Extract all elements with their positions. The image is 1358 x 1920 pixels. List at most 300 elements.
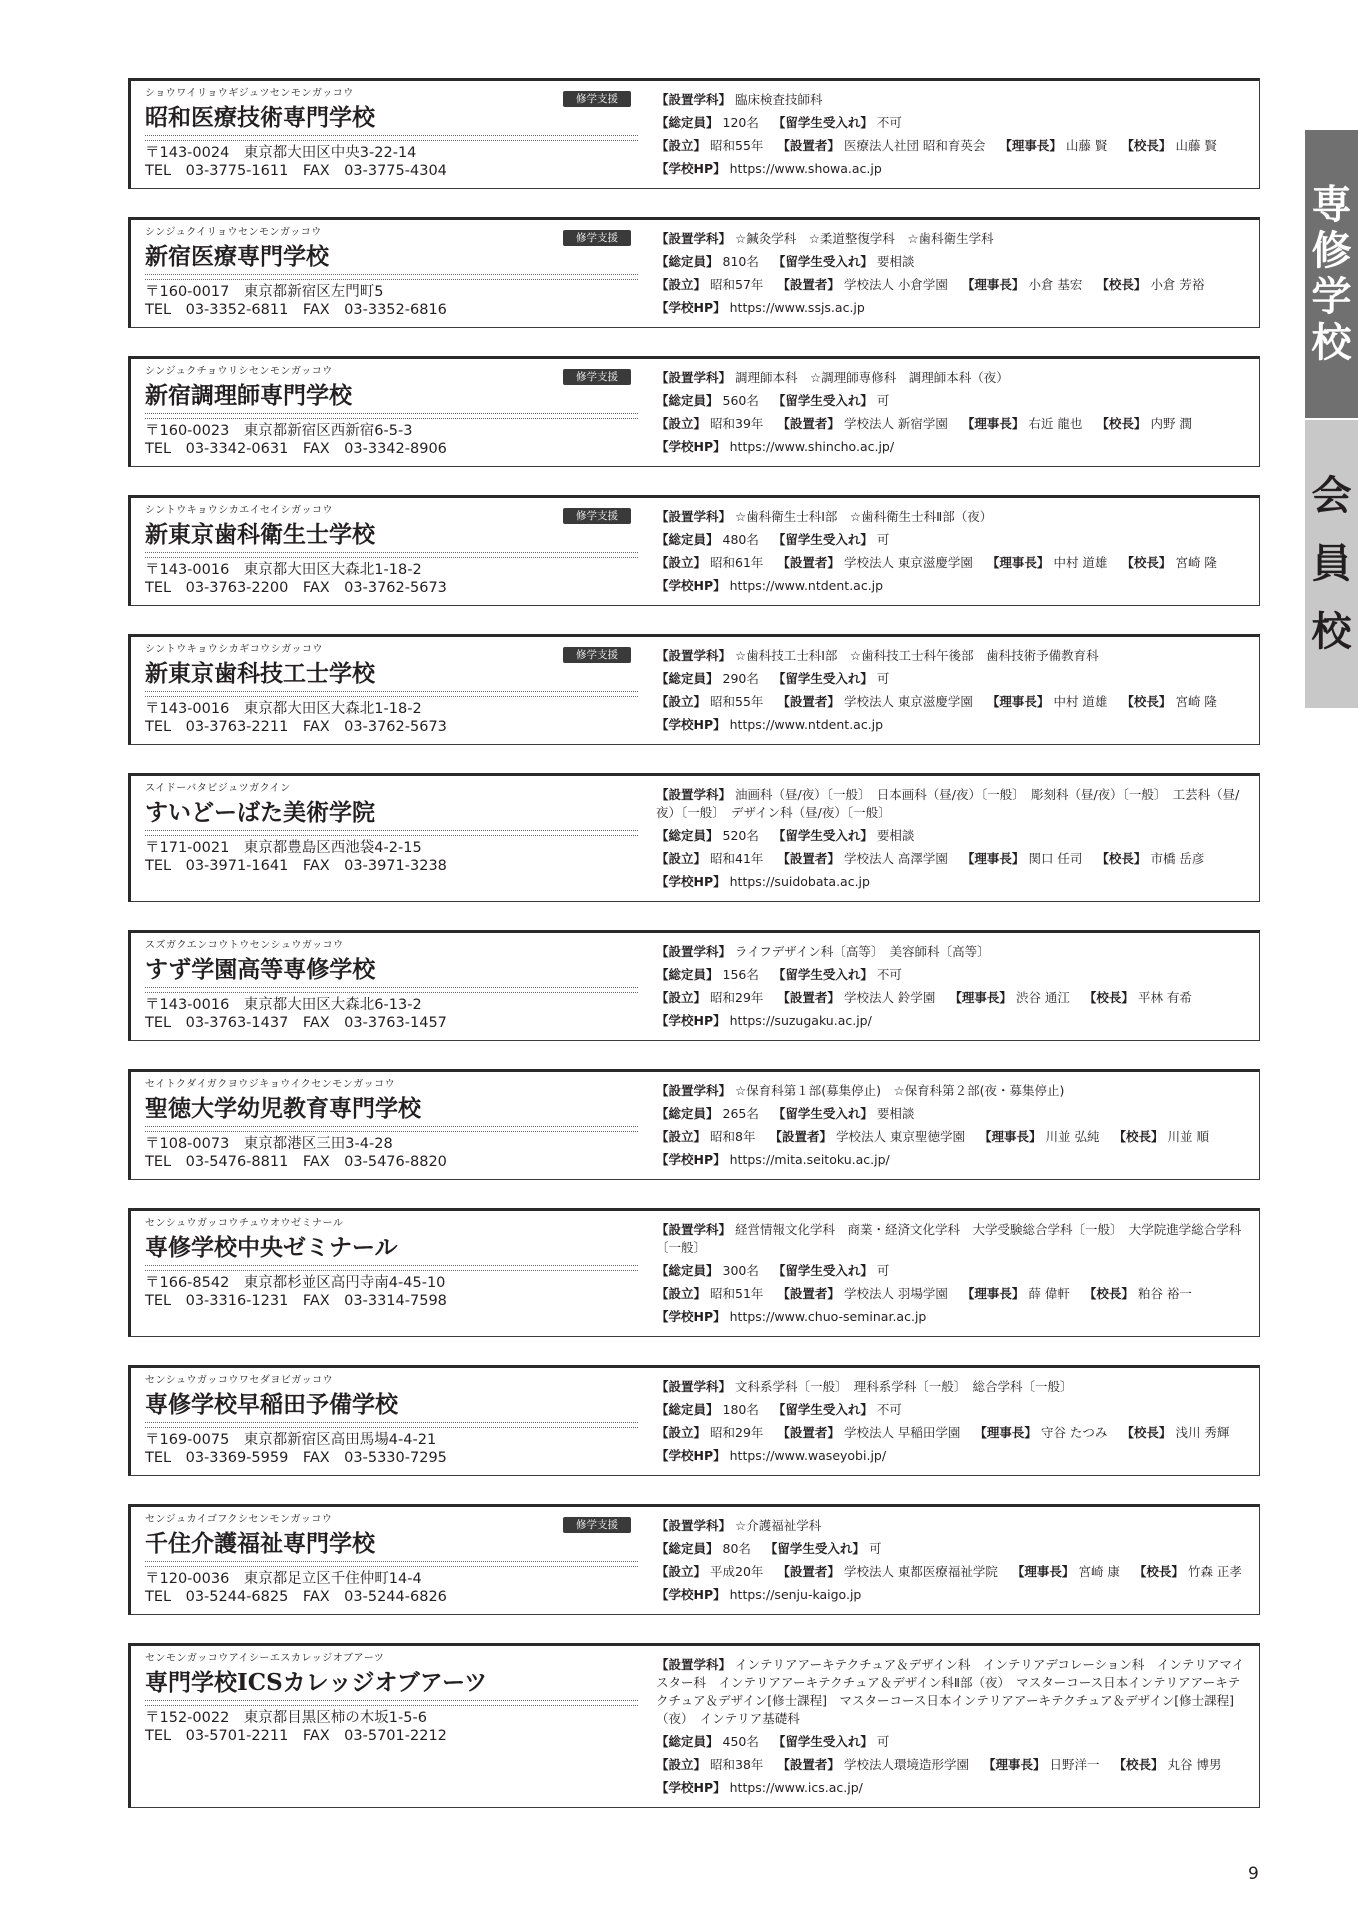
- intl-students-label: 【留学生受入れ】: [772, 1106, 873, 1121]
- intl-students-value: 可: [876, 1263, 890, 1278]
- departments-row: [656, 644, 1249, 667]
- school-details: [646, 1646, 1259, 1807]
- capacity-row: [656, 667, 1249, 690]
- homepage-link[interactable]: https://www.shincho.ac.jp/: [729, 439, 895, 454]
- departments-row: [656, 1514, 1249, 1537]
- school-details: [646, 220, 1259, 327]
- intl-students-value: 可: [868, 1541, 882, 1556]
- capacity-label: 【総定員】: [656, 671, 719, 686]
- dotted-divider: [145, 1126, 638, 1132]
- dotted-divider: [145, 552, 638, 558]
- intl-students-value: 要相談: [876, 828, 915, 843]
- school-name: 専修学校早稲田予備学校: [145, 1391, 398, 1418]
- founded-value: 昭和51年: [710, 1286, 764, 1301]
- school-header: [131, 776, 646, 901]
- capacity-label: 【総定員】: [656, 393, 719, 408]
- school-details: [646, 81, 1259, 188]
- school-header: [131, 498, 646, 605]
- chair-label: 【理事長】: [961, 277, 1025, 292]
- school-card: [128, 1208, 1260, 1337]
- principal-value: 粕谷 裕一: [1137, 1286, 1192, 1301]
- school-header: [131, 933, 646, 1040]
- side-tab-char: 会: [1311, 473, 1352, 519]
- school-name: 聖徳大学幼児教育専門学校: [145, 1095, 421, 1122]
- school-details: [646, 498, 1259, 605]
- school-address: 〒143-0024 東京都大田区中央3-22-14: [145, 145, 417, 161]
- homepage-row: [656, 1305, 1249, 1328]
- school-name-kana: シントウキョウシカギコウシガッコウ: [145, 644, 324, 655]
- capacity-row: [656, 1730, 1249, 1753]
- homepage-row: [656, 435, 1249, 458]
- founder-value: 学校法人環境造形学園: [843, 1757, 969, 1772]
- school-address: 〒143-0016 東京都大田区大森北1-18-2: [145, 562, 422, 578]
- school-tel-fax: TEL 03-3971-1641 FAX 03-3971-3238: [145, 858, 447, 874]
- school-tel-fax: TEL 03-3316-1231 FAX 03-3314-7598: [145, 1293, 447, 1309]
- capacity-value: 290名: [722, 671, 759, 686]
- homepage-link[interactable]: https://www.showa.ac.jp: [729, 161, 882, 176]
- homepage-row: [656, 157, 1249, 180]
- principal-label: 【校長】: [1096, 277, 1147, 292]
- founding-row: [656, 1282, 1249, 1305]
- intl-students-label: 【留学生受入れ】: [772, 828, 873, 843]
- founder-label: 【設置者】: [777, 1286, 840, 1301]
- homepage-link[interactable]: https://www.ics.ac.jp/: [729, 1780, 863, 1795]
- intl-students-label: 【留学生受入れ】: [772, 967, 873, 982]
- founding-row: [656, 1125, 1249, 1148]
- school-details: [646, 359, 1259, 466]
- capacity-row: [656, 389, 1249, 412]
- school-name: 千住介護福祉専門学校: [145, 1530, 375, 1557]
- founding-row: [656, 690, 1249, 713]
- school-name: 新宿医療専門学校: [145, 243, 329, 270]
- capacity-row: [656, 824, 1249, 847]
- departments-label: 【設置学科】: [656, 231, 732, 246]
- homepage-row: [656, 574, 1249, 597]
- school-header: [131, 1072, 646, 1179]
- intl-students-value: 可: [876, 671, 890, 686]
- capacity-row: [656, 1259, 1249, 1282]
- intl-students-label: 【留学生受入れ】: [772, 1402, 873, 1417]
- capacity-value: 810名: [722, 254, 759, 269]
- principal-label: 【校長】: [1121, 555, 1172, 570]
- founder-value: 学校法人 高澤学園: [843, 851, 948, 866]
- founder-value: 学校法人 羽場学園: [843, 1286, 948, 1301]
- chair-label: 【理事長】: [961, 851, 1025, 866]
- homepage-link[interactable]: https://mita.seitoku.ac.jp/: [729, 1152, 890, 1167]
- chair-value: 日野洋一: [1049, 1757, 1100, 1772]
- school-details: [646, 933, 1259, 1040]
- school-name-kana: シンジュクイリョウセンモンガッコウ: [145, 227, 322, 238]
- founded-value: 昭和57年: [710, 277, 764, 292]
- intl-students-value: 不可: [876, 115, 902, 130]
- founded-label: 【設立】: [656, 851, 707, 866]
- chair-value: 小倉 基宏: [1028, 277, 1083, 292]
- capacity-value: 156名: [722, 967, 759, 982]
- intl-students-label: 【留学生受入れ】: [772, 1734, 873, 1749]
- school-name-kana: シントウキョウシカエイセイシガッコウ: [145, 505, 333, 516]
- school-name: 新東京歯科技工士学校: [145, 660, 375, 687]
- side-tab-char: 校: [1311, 320, 1352, 366]
- homepage-link[interactable]: https://www.ntdent.ac.jp: [729, 578, 884, 593]
- founding-row: [656, 551, 1249, 574]
- dotted-divider: [145, 1422, 638, 1428]
- founded-value: 平成20年: [710, 1564, 764, 1579]
- school-name-kana: スイドーバタビジュツガクイン: [145, 783, 291, 794]
- capacity-row: [656, 111, 1249, 134]
- homepage-link[interactable]: https://suidobata.ac.jp: [729, 874, 870, 889]
- chair-label: 【理事長】: [978, 1129, 1042, 1144]
- support-badge: 修学支援: [563, 508, 631, 524]
- page-number: 9: [1248, 1864, 1259, 1884]
- founded-label: 【設立】: [656, 555, 707, 570]
- intl-students-value: 要相談: [876, 1106, 915, 1121]
- chair-label: 【理事長】: [982, 1757, 1046, 1772]
- chair-label: 【理事長】: [974, 1425, 1037, 1440]
- founder-label: 【設置者】: [777, 1757, 840, 1772]
- founded-value: 昭和39年: [710, 416, 764, 431]
- school-card: [128, 356, 1260, 467]
- intl-students-value: 不可: [876, 1402, 902, 1417]
- departments-row: [656, 366, 1249, 389]
- departments-value: インテリアアーキテクチュア＆デザイン科 インテリアデコレーション科 インテリアマイスター科 インテリアアーキテクチュア＆デザイン科Ⅱ部（夜） マスターコース日本インテリアアーキテクチュア＆デザイン[修士課程] マスターコース日本インテリアアーキテクチュア＆デザイン[修士課程]（夜） インテリア基礎科: [656, 1657, 1245, 1726]
- school-card: [128, 773, 1260, 902]
- founder-value: 学校法人 新宿学園: [843, 416, 948, 431]
- capacity-label: 【総定員】: [656, 254, 719, 269]
- founded-label: 【設立】: [656, 416, 707, 431]
- departments-row: [656, 227, 1249, 250]
- principal-value: 川並 順: [1167, 1129, 1209, 1144]
- founded-label: 【設立】: [656, 277, 707, 292]
- support-badge: 修学支援: [563, 230, 631, 246]
- school-name-kana: センシュウガッコウチュウオウゼミナール: [145, 1218, 344, 1229]
- homepage-label: 【学校HP】: [656, 578, 726, 593]
- intl-students-label: 【留学生受入れ】: [764, 1541, 865, 1556]
- homepage-row: [656, 870, 1249, 893]
- principal-label: 【校長】: [1096, 851, 1147, 866]
- chair-value: 中村 道雄: [1053, 555, 1108, 570]
- departments-label: 【設置学科】: [656, 370, 732, 385]
- chair-value: 関口 任司: [1028, 851, 1083, 866]
- dotted-divider: [145, 987, 638, 993]
- chair-value: 中村 道雄: [1053, 694, 1108, 709]
- principal-value: 内野 潤: [1150, 416, 1192, 431]
- dotted-divider: [145, 691, 638, 697]
- founder-value: 学校法人 東京聖徳学園: [835, 1129, 965, 1144]
- school-tel-fax: TEL 03-3352-6811 FAX 03-3352-6816: [145, 302, 447, 318]
- intl-students-value: 不可: [876, 967, 902, 982]
- principal-label: 【校長】: [1133, 1564, 1184, 1579]
- founder-label: 【設置者】: [777, 1425, 840, 1440]
- founding-row: [656, 273, 1249, 296]
- capacity-row: [656, 1537, 1249, 1560]
- school-details: [646, 776, 1259, 901]
- dotted-divider: [145, 135, 638, 141]
- capacity-value: 450名: [722, 1734, 759, 1749]
- founding-row: [656, 1421, 1249, 1444]
- homepage-link[interactable]: https://suzugaku.ac.jp/: [729, 1013, 872, 1028]
- principal-label: 【校長】: [1083, 990, 1134, 1005]
- principal-value: 丸谷 博男: [1167, 1757, 1222, 1772]
- dotted-divider: [145, 413, 638, 419]
- school-address: 〒169-0075 東京都新宿区高田馬場4-4-21: [145, 1432, 437, 1448]
- school-name: 専門学校ICSカレッジオブアーツ: [145, 1669, 488, 1696]
- founded-label: 【設立】: [656, 138, 707, 153]
- dotted-divider: [145, 830, 638, 836]
- principal-value: 山藤 賢: [1175, 138, 1217, 153]
- dotted-divider: [145, 1265, 638, 1271]
- side-tab-senshu-gakko[interactable]: [1305, 130, 1358, 418]
- founded-value: 昭和8年: [710, 1129, 756, 1144]
- school-tel-fax: TEL 03-3342-0631 FAX 03-3342-8906: [145, 441, 447, 457]
- chair-label: 【理事長】: [986, 694, 1050, 709]
- capacity-label: 【総定員】: [656, 115, 719, 130]
- side-tab-char: 修: [1311, 228, 1352, 274]
- school-tel-fax: TEL 03-3763-2211 FAX 03-3762-5673: [145, 719, 447, 735]
- founder-label: 【設置者】: [777, 416, 840, 431]
- founding-row: [656, 134, 1249, 157]
- departments-value: 経営情報文化学科 商業・経済文化学科 大学受験総合学科〔一般〕 大学院進学総合学科〔一般〕: [656, 1222, 1242, 1255]
- homepage-label: 【学校HP】: [656, 161, 726, 176]
- departments-label: 【設置学科】: [656, 509, 732, 524]
- side-tab-kaiin-ko[interactable]: [1305, 420, 1358, 708]
- homepage-link[interactable]: https://www.chuo-seminar.ac.jp: [729, 1309, 927, 1324]
- capacity-label: 【総定員】: [656, 828, 719, 843]
- capacity-label: 【総定員】: [656, 967, 719, 982]
- departments-row: [656, 1656, 1249, 1728]
- side-tab-char: 専: [1311, 182, 1352, 228]
- founded-label: 【設立】: [656, 1564, 707, 1579]
- founder-label: 【設置者】: [777, 277, 840, 292]
- school-details: [646, 1507, 1259, 1614]
- departments-row: [656, 1079, 1249, 1102]
- school-header: [131, 1646, 646, 1807]
- founding-row: [656, 1560, 1249, 1583]
- intl-students-label: 【留学生受入れ】: [772, 671, 873, 686]
- principal-label: 【校長】: [1113, 1757, 1164, 1772]
- capacity-row: [656, 1398, 1249, 1421]
- school-address: 〒143-0016 東京都大田区大森北6-13-2: [145, 997, 422, 1013]
- departments-row: [656, 786, 1249, 822]
- school-name-kana: センシュウガッコウワセダヨビガッコウ: [145, 1375, 334, 1386]
- support-badge: 修学支援: [563, 647, 631, 663]
- homepage-row: [656, 1148, 1249, 1171]
- founder-value: 学校法人 東京滋慶学園: [843, 694, 973, 709]
- departments-label: 【設置学科】: [656, 1518, 732, 1533]
- homepage-row: [656, 1009, 1249, 1032]
- homepage-label: 【学校HP】: [656, 300, 726, 315]
- chair-value: 宮崎 康: [1078, 1564, 1120, 1579]
- school-card: [128, 1643, 1260, 1808]
- dotted-divider: [145, 274, 638, 280]
- capacity-value: 180名: [722, 1402, 759, 1417]
- departments-value: 臨床検査技師科: [735, 92, 823, 107]
- founder-value: 医療法人社団 昭和育英会: [843, 138, 986, 153]
- chair-value: 右近 龍也: [1028, 416, 1083, 431]
- school-name: 昭和医療技術専門学校: [145, 104, 375, 131]
- principal-value: 浅川 秀輝: [1175, 1425, 1230, 1440]
- school-name-kana: セイトクダイガクヨウジキョウイクセンモンガッコウ: [145, 1079, 396, 1090]
- departments-label: 【設置学科】: [656, 787, 732, 802]
- principal-label: 【校長】: [1121, 138, 1172, 153]
- homepage-row: [656, 1776, 1249, 1799]
- principal-label: 【校長】: [1121, 1425, 1172, 1440]
- departments-label: 【設置学科】: [656, 944, 732, 959]
- founder-value: 学校法人 東都医療福祉学院: [843, 1564, 998, 1579]
- capacity-row: [656, 250, 1249, 273]
- school-name-kana: センジュカイゴフクシセンモンガッコウ: [145, 1514, 333, 1525]
- founded-value: 昭和29年: [710, 990, 764, 1005]
- school-address: 〒108-0073 東京都港区三田3-4-28: [145, 1136, 393, 1152]
- school-name: 専修学校中央ゼミナール: [145, 1234, 398, 1261]
- capacity-value: 300名: [722, 1263, 759, 1278]
- school-address: 〒160-0023 東京都新宿区西新宿6-5-3: [145, 423, 413, 439]
- intl-students-value: 可: [876, 1734, 890, 1749]
- founding-row: [656, 986, 1249, 1009]
- departments-value: ライフデザイン科〔高等〕 美容師科〔高等〕: [735, 944, 990, 959]
- capacity-label: 【総定員】: [656, 532, 719, 547]
- school-card: [128, 495, 1260, 606]
- school-card: [128, 217, 1260, 328]
- founder-label: 【設置者】: [777, 138, 840, 153]
- school-name-kana: センモンガッコウアイシーエスカレッジオブアーツ: [145, 1653, 385, 1664]
- homepage-link[interactable]: https://www.waseyobi.jp/: [729, 1448, 887, 1463]
- capacity-label: 【総定員】: [656, 1541, 719, 1556]
- principal-value: 市橋 岳彦: [1150, 851, 1205, 866]
- founding-row: [656, 1753, 1249, 1776]
- school-card: [128, 930, 1260, 1041]
- homepage-row: [656, 1444, 1249, 1467]
- chair-value: 川並 弘純: [1045, 1129, 1100, 1144]
- school-directory: [128, 78, 1260, 1836]
- capacity-value: 560名: [722, 393, 759, 408]
- founder-label: 【設置者】: [777, 555, 840, 570]
- principal-label: 【校長】: [1121, 694, 1172, 709]
- side-tab-char: 学: [1311, 274, 1352, 320]
- capacity-row: [656, 963, 1249, 986]
- school-card: [128, 1504, 1260, 1615]
- school-card: [128, 1069, 1260, 1180]
- school-details: [646, 637, 1259, 744]
- founded-label: 【設立】: [656, 1425, 707, 1440]
- school-name: 新宿調理師専門学校: [145, 382, 352, 409]
- chair-label: 【理事長】: [999, 138, 1062, 153]
- school-tel-fax: TEL 03-3775-1611 FAX 03-3775-4304: [145, 163, 447, 179]
- founder-label: 【設置者】: [777, 694, 840, 709]
- school-header: [131, 220, 646, 327]
- principal-value: 竹森 正孝: [1187, 1564, 1242, 1579]
- founded-label: 【設立】: [656, 990, 707, 1005]
- side-tab-char: 校: [1311, 609, 1352, 655]
- homepage-row: [656, 296, 1249, 319]
- homepage-label: 【学校HP】: [656, 717, 726, 732]
- intl-students-value: 可: [876, 393, 890, 408]
- school-address: 〒143-0016 東京都大田区大森北1-18-2: [145, 701, 422, 717]
- intl-students-label: 【留学生受入れ】: [772, 393, 873, 408]
- founder-value: 学校法人 小倉学園: [843, 277, 948, 292]
- homepage-label: 【学校HP】: [656, 1587, 726, 1602]
- departments-value: ☆介護福祉学科: [735, 1518, 822, 1533]
- school-name-kana: ショウワイリョウギジュツセンモンガッコウ: [145, 88, 354, 99]
- school-name: すず学園高等専修学校: [145, 956, 376, 983]
- intl-students-label: 【留学生受入れ】: [772, 1263, 873, 1278]
- capacity-label: 【総定員】: [656, 1263, 719, 1278]
- departments-label: 【設置学科】: [656, 648, 732, 663]
- departments-value: ☆保育科第１部(募集停止) ☆保育科第２部(夜・募集停止): [735, 1083, 1065, 1098]
- chair-label: 【理事長】: [1011, 1564, 1075, 1579]
- homepage-link[interactable]: https://senju-kaigo.jp: [729, 1587, 862, 1602]
- founded-label: 【設立】: [656, 1129, 707, 1144]
- school-card: [128, 78, 1260, 189]
- homepage-link[interactable]: https://www.ntdent.ac.jp: [729, 717, 884, 732]
- homepage-row: [656, 713, 1249, 736]
- founded-label: 【設立】: [656, 694, 707, 709]
- chair-value: 守谷 たつみ: [1040, 1425, 1108, 1440]
- side-tab-char: 員: [1311, 541, 1352, 587]
- school-details: [646, 1072, 1259, 1179]
- homepage-link[interactable]: https://www.ssjs.ac.jp: [729, 300, 865, 315]
- school-header: [131, 359, 646, 466]
- chair-label: 【理事長】: [961, 416, 1025, 431]
- departments-value: 油画科（昼/夜）〔一般〕 日本画科（昼/夜）〔一般〕 彫刻科（昼/夜）〔一般〕 工芸科（昼/夜）〔一般〕 デザイン科（昼/夜）〔一般〕: [656, 787, 1240, 820]
- school-header: [131, 1507, 646, 1614]
- school-tel-fax: TEL 03-3763-2200 FAX 03-3762-5673: [145, 580, 447, 596]
- school-header: [131, 1368, 646, 1475]
- dotted-divider: [145, 1700, 638, 1706]
- school-tel-fax: TEL 03-3763-1437 FAX 03-3763-1457: [145, 1015, 447, 1031]
- founded-label: 【設立】: [656, 1286, 707, 1301]
- school-header: [131, 1211, 646, 1336]
- school-header: [131, 81, 646, 188]
- school-address: 〒160-0017 東京都新宿区左門町5: [145, 284, 384, 300]
- founded-value: 昭和61年: [710, 555, 764, 570]
- intl-students-value: 要相談: [876, 254, 915, 269]
- principal-value: 宮崎 隆: [1175, 555, 1217, 570]
- school-tel-fax: TEL 03-5244-6825 FAX 03-5244-6826: [145, 1589, 447, 1605]
- homepage-row: [656, 1583, 1249, 1606]
- departments-row: [656, 88, 1249, 111]
- departments-label: 【設置学科】: [656, 92, 732, 107]
- school-name-kana: シンジュクチョウリシセンモンガッコウ: [145, 366, 333, 377]
- chair-label: 【理事長】: [949, 990, 1012, 1005]
- school-address: 〒120-0036 東京都足立区千住仲町14-4: [145, 1571, 422, 1587]
- departments-value: ☆鍼灸学科 ☆柔道整復学科 ☆歯科衛生学科: [735, 231, 994, 246]
- support-badge: 修学支援: [563, 369, 631, 385]
- departments-row: [656, 1375, 1249, 1398]
- founder-value: 学校法人 東京滋慶学園: [843, 555, 973, 570]
- homepage-label: 【学校HP】: [656, 1152, 726, 1167]
- school-name: すいどーばた美術学院: [145, 799, 375, 826]
- departments-value: ☆歯科衛生士科Ⅰ部 ☆歯科衛生士科Ⅱ部（夜）: [735, 509, 993, 524]
- founder-label: 【設置者】: [777, 990, 840, 1005]
- principal-value: 宮崎 隆: [1175, 694, 1217, 709]
- departments-row: [656, 1221, 1249, 1257]
- principal-label: 【校長】: [1083, 1286, 1134, 1301]
- departments-label: 【設置学科】: [656, 1222, 732, 1237]
- school-details: [646, 1211, 1259, 1336]
- founding-row: [656, 847, 1249, 870]
- dotted-divider: [145, 1561, 638, 1567]
- chair-label: 【理事長】: [961, 1286, 1025, 1301]
- school-tel-fax: TEL 03-5701-2211 FAX 03-5701-2212: [145, 1728, 447, 1744]
- founder-label: 【設置者】: [777, 851, 840, 866]
- founded-value: 昭和38年: [710, 1757, 764, 1772]
- principal-value: 小倉 芳裕: [1150, 277, 1205, 292]
- school-address: 〒152-0022 東京都目黒区柿の木坂1-5-6: [145, 1710, 427, 1726]
- founder-label: 【設置者】: [777, 1564, 840, 1579]
- support-badge: 修学支援: [563, 91, 631, 107]
- school-name-kana: スズガクエンコウトウセンシュウガッコウ: [145, 940, 344, 951]
- capacity-value: 520名: [722, 828, 759, 843]
